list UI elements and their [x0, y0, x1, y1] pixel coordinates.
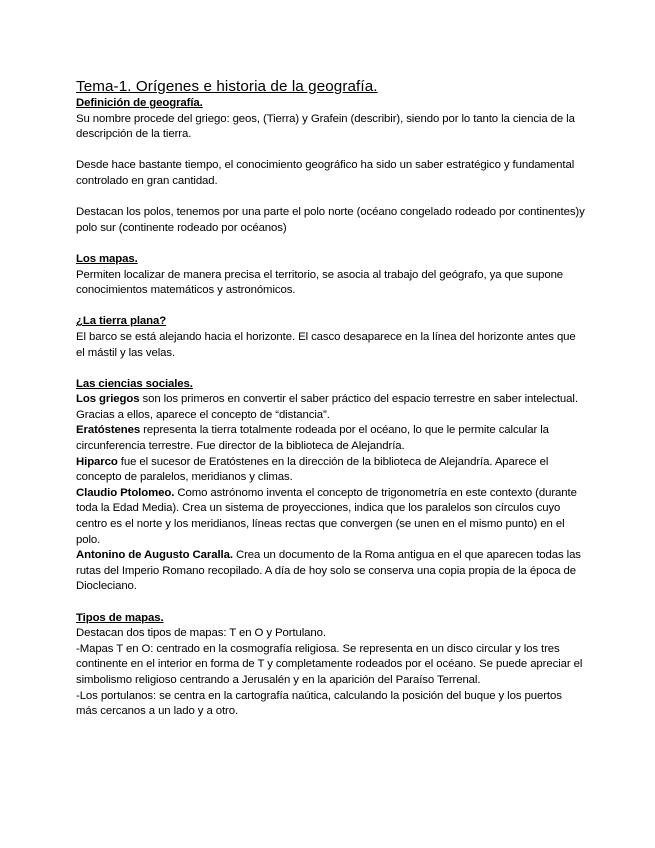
term: Los griegos	[76, 393, 140, 406]
section-heading-mapas: Los mapas.	[76, 252, 138, 265]
section-heading-ciencias: Las ciencias sociales.	[76, 377, 193, 390]
term-description: Crea un documento de la Roma antigua en el que aparecen todas las rutas del Imperio Romano recopilado. A día de hoy solo se conserva una copia propia de la época de Diocleciano.	[76, 549, 581, 593]
spacer	[76, 595, 586, 611]
list-item-ptolomeo	[76, 486, 586, 548]
term-description: representa la tierra totalmente rodeada por el océano, lo que le permite calcular la circunferencia terrestre. Fue director de la biblioteca de Alejandría.	[76, 424, 549, 453]
paragraph: -Mapas T en O: centrado en la cosmografía religiosa. Se representa en un disco circular y los tres continente en el interior en forma de T y completamente rodeados por el océano. Se puede apreciar el simbolismo religioso centrando a Jerusalén y en la aparición del Paraíso Terrenal.	[76, 642, 583, 686]
document-body	[76, 77, 586, 720]
section-heading-tierra-plana: ¿La tierra plana?	[76, 315, 167, 328]
term-description: son los primeros en convertir el saber práctico del espacio terrestre en saber intelectual. Gracias a ellos, aparece el concepto de “distancia”.	[76, 393, 578, 421]
term: Claudio Ptolomeo.	[76, 486, 175, 499]
document-title: Tema-1. Orígenes e historia de la geografía.	[76, 78, 378, 95]
paragraph: Destacan dos tipos de mapas: T en O y Portulano.	[76, 627, 326, 640]
spacer	[76, 236, 586, 252]
spacer	[76, 361, 586, 377]
list-item-griegos	[76, 392, 586, 423]
spacer	[76, 143, 586, 159]
paragraph: -Los portulanos: se centra en la cartografía naútica, calculando la posición del buque y los puertos más cercanos a un lado y a otro.	[76, 689, 562, 718]
section-heading-tipos: Tipos de mapas.	[76, 611, 164, 624]
paragraph: Permiten localizar de manera precisa el territorio, se asocia al trabajo del geógrafo, ya que supone conocimientos matemáticos y astronómicos.	[76, 268, 564, 297]
term: Antonino de Augusto Caralla.	[76, 549, 233, 562]
list-item-hiparco	[76, 455, 586, 486]
paragraph: Destacan los polos, tenemos por una parte el polo norte (océano congelado rodeado por continentes)y polo sur (continente rodeado por océanos)	[76, 206, 585, 234]
paragraph: Desde hace bastante tiempo, el conocimiento geográfico ha sido un saber estratégico y fundamental controlado en gran cantidad.	[76, 159, 575, 187]
term: Hiparco	[76, 455, 118, 468]
spacer	[76, 299, 586, 315]
paragraph: Su nombre procede del griego: geos, (Tierra) y Grafein (describir), siendo por lo tanto la ciencia de la descripción de la tierra.	[76, 112, 575, 141]
section-heading-definicion: Definición de geografía.	[76, 97, 203, 109]
list-item-eratostenes	[76, 423, 586, 454]
term-description: Como astrónomo inventa el concepto de trigonometría en este contexto (durante toda la Edad Media). Crea un sistema de proyecciones, indica que los paralelos son círculos cuyo centro es el norte y los meridianos, líneas rectas que convergen (se unen en el mismo punto) en el polo.	[76, 486, 577, 546]
list-item-antonino	[76, 548, 586, 595]
paragraph: El barco se está alejando hacia el horizonte. El casco desaparece en la línea del horizonte antes que el mástil y las velas.	[76, 330, 576, 359]
term: Eratóstenes	[76, 424, 141, 437]
spacer	[76, 190, 586, 206]
term-description: fue el sucesor de Eratóstenes en la dirección de la biblioteca de Alejandría. Aparece el concepto de paralelos, meridianos y climas.	[76, 455, 549, 484]
